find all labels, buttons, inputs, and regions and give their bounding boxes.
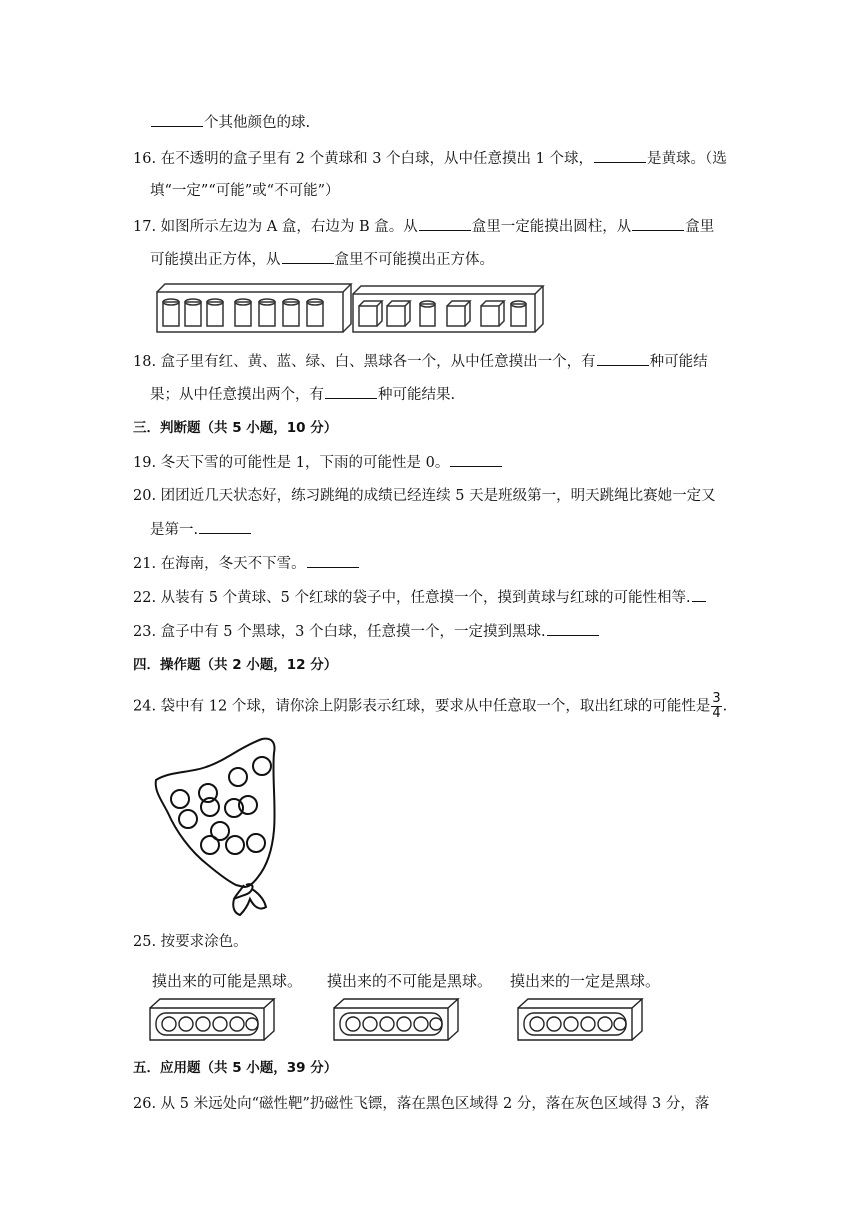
q16-text-b: 是黄球。（选 bbox=[647, 151, 727, 167]
cylinder-icon bbox=[163, 299, 323, 326]
fraction-three-quarters bbox=[711, 692, 721, 721]
bag-outline bbox=[156, 739, 275, 887]
answer-blank[interactable] bbox=[325, 384, 377, 399]
question-21 bbox=[133, 553, 360, 574]
answer-blank[interactable] bbox=[419, 216, 471, 231]
question-25 bbox=[133, 932, 248, 952]
answer-blank[interactable] bbox=[450, 452, 502, 467]
question-18 bbox=[133, 351, 708, 372]
answer-blank[interactable] bbox=[692, 587, 706, 602]
q17-text-e: 盒里不可能摸出正方体。 bbox=[334, 252, 494, 268]
question-26 bbox=[133, 1094, 709, 1114]
q20-text-a: 20. 团团近几天状态好，练习跳绳的成绩已经连续 5 天是班级第一，明天跳绳比赛她一定又 bbox=[133, 488, 716, 504]
q17-text-b: 盒里一定能摸出圆柱，从 bbox=[471, 219, 632, 235]
section-3-heading: 三．判断题（共 5 小题，10 分） bbox=[133, 420, 338, 436]
answer-blank[interactable] bbox=[307, 553, 359, 568]
cube-icon bbox=[447, 301, 504, 326]
answer-blank[interactable] bbox=[594, 148, 646, 163]
coloring-box-2[interactable] bbox=[332, 996, 462, 1044]
q21-text: 21. 在海南，冬天不下雪。 bbox=[133, 556, 306, 572]
question-24 bbox=[133, 692, 727, 721]
answer-blank[interactable] bbox=[597, 351, 649, 366]
q15-tail bbox=[150, 112, 310, 133]
q17-text-c: 盒里 bbox=[685, 219, 715, 235]
answer-blank[interactable] bbox=[632, 216, 684, 231]
q19-text: 19. 冬天下雪的可能性是 1，下雨的可能性是 0。 bbox=[133, 455, 450, 471]
question-20 bbox=[133, 486, 716, 506]
caption-possible-black: 摸出来的可能是黑球。 bbox=[152, 972, 303, 990]
fraction-denominator: 4 bbox=[712, 706, 721, 721]
q16-line2 bbox=[150, 181, 339, 201]
q22-text: 22. 从装有 5 个黄球、5 个红球的袋子中，任意摸一个，摸到黄球与红球的可能性相等. bbox=[133, 590, 691, 606]
q17-text-a: 17. 如图所示左边为 A 盒，右边为 B 盒。从 bbox=[133, 219, 418, 235]
q18-text-b: 种可能结 bbox=[649, 354, 708, 370]
q18-text-c: 果；从中任意摸出两个，有 bbox=[150, 387, 324, 403]
q16-text-c: 填“一定”“可能”或“不可能”） bbox=[150, 183, 340, 199]
coloring-box-3[interactable] bbox=[516, 996, 646, 1044]
q18-text-d: 种可能结果. bbox=[378, 387, 456, 403]
q18-text-a: 18. 盒子里有红、黄、蓝、绿、白、黑球各一个，从中任意摸出一个，有 bbox=[133, 354, 596, 370]
cube-icon bbox=[359, 301, 410, 326]
q23-text: 23. 盒子中有 5 个黑球，3 个白球，任意摸一个，一定摸到黑球. bbox=[133, 624, 546, 640]
question-19 bbox=[133, 452, 503, 473]
q15-tail-text: 个其他颜色的球. bbox=[204, 115, 311, 131]
q17-text-d: 可能摸出正方体，从 bbox=[150, 252, 281, 268]
q17-line2 bbox=[150, 249, 494, 270]
answer-blank[interactable] bbox=[547, 621, 599, 636]
ball-bag-figure bbox=[150, 735, 290, 920]
q25-text: 25. 按要求涂色。 bbox=[133, 934, 248, 950]
answer-blank[interactable] bbox=[282, 249, 334, 264]
box-figure-a-b bbox=[155, 282, 547, 336]
coloring-box-1[interactable] bbox=[148, 996, 278, 1044]
answer-blank[interactable] bbox=[199, 519, 251, 534]
section-5-heading: 五．应用题（共 5 小题，39 分） bbox=[133, 1060, 338, 1076]
q24-text: 24. 袋中有 12 个球，请你涂上阴影表示红球，要求从中任意取一个，取出红球的可能性是 bbox=[133, 698, 711, 715]
q20-line2 bbox=[150, 519, 252, 540]
q16-text-a: 16. 在不透明的盒子里有 2 个黄球和 3 个白球，从中任意摸出 1 个球， bbox=[133, 151, 593, 167]
q20-text-b: 是第一. bbox=[150, 522, 199, 538]
q24-period: . bbox=[722, 698, 728, 715]
question-22 bbox=[133, 587, 707, 608]
question-16 bbox=[133, 148, 727, 169]
q18-line2 bbox=[150, 384, 455, 405]
question-23 bbox=[133, 621, 600, 642]
answer-blank[interactable] bbox=[151, 112, 203, 127]
question-17 bbox=[133, 216, 714, 237]
caption-impossible-black: 摸出来的不可能是黑球。 bbox=[327, 972, 493, 990]
fraction-numerator: 3 bbox=[712, 691, 721, 706]
caption-certain-black: 摸出来的一定是黑球。 bbox=[510, 972, 661, 990]
q26-text: 26. 从 5 米远处向“磁性靶”扔磁性飞镖，落在黑色区域得 2 分，落在灰色区域得 3 分，落 bbox=[133, 1096, 710, 1112]
section-4-heading: 四．操作题（共 2 小题，12 分） bbox=[133, 657, 338, 673]
